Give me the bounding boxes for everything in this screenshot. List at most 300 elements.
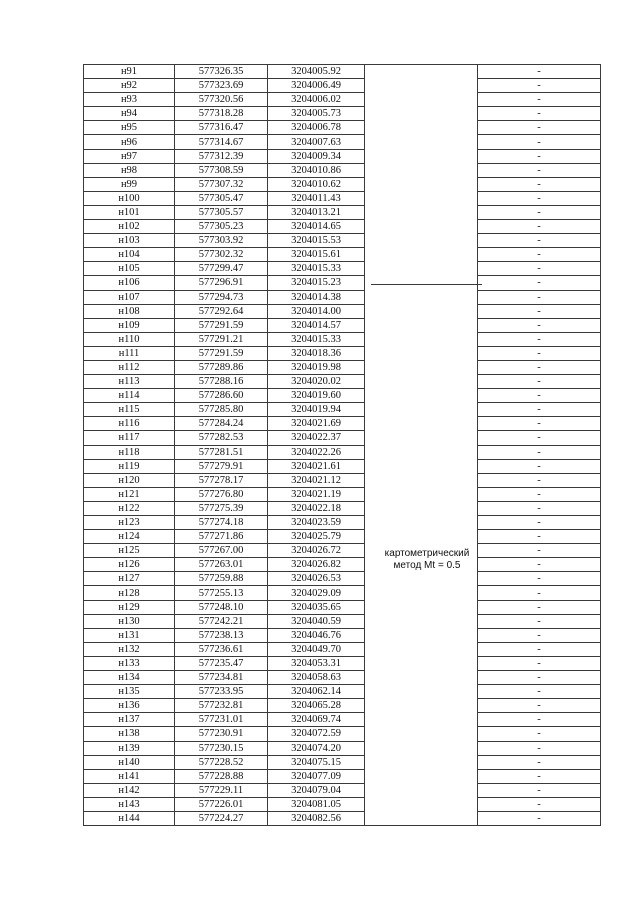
y-coordinate-cell: 3204014.57 bbox=[268, 318, 365, 332]
table-row bbox=[84, 403, 601, 417]
y-coordinate-cell: 3204014.38 bbox=[268, 290, 365, 304]
method-cell bbox=[365, 459, 478, 473]
table-row bbox=[84, 262, 601, 276]
note-cell: - bbox=[478, 783, 601, 797]
note-cell: - bbox=[478, 403, 601, 417]
note-cell: - bbox=[478, 741, 601, 755]
table-row bbox=[84, 558, 601, 572]
point-name-cell: н97 bbox=[84, 149, 175, 163]
y-coordinate-cell: 3204049.70 bbox=[268, 642, 365, 656]
table-row bbox=[84, 304, 601, 318]
x-coordinate-cell: 577263.01 bbox=[175, 558, 268, 572]
point-name-cell: н105 bbox=[84, 262, 175, 276]
method-cell bbox=[365, 107, 478, 121]
point-name-cell: н130 bbox=[84, 614, 175, 628]
point-name-cell: н126 bbox=[84, 558, 175, 572]
method-cell bbox=[365, 177, 478, 191]
point-name-cell: н131 bbox=[84, 628, 175, 642]
point-name-cell: н110 bbox=[84, 332, 175, 346]
point-name-cell: н140 bbox=[84, 755, 175, 769]
x-coordinate-cell: 577224.27 bbox=[175, 811, 268, 825]
note-cell: - bbox=[478, 262, 601, 276]
method-cell bbox=[365, 304, 478, 318]
method-cell bbox=[365, 121, 478, 135]
table-row bbox=[84, 79, 601, 93]
note-cell: - bbox=[478, 600, 601, 614]
x-coordinate-cell: 577303.92 bbox=[175, 234, 268, 248]
table-row bbox=[84, 135, 601, 149]
method-cell bbox=[365, 628, 478, 642]
note-cell: - bbox=[478, 544, 601, 558]
x-coordinate-cell: 577233.95 bbox=[175, 685, 268, 699]
table-row bbox=[84, 671, 601, 685]
coordinates-table bbox=[83, 64, 601, 826]
note-cell: - bbox=[478, 163, 601, 177]
method-cell bbox=[365, 79, 478, 93]
table-row bbox=[84, 93, 601, 107]
note-cell: - bbox=[478, 671, 601, 685]
table-row bbox=[84, 811, 601, 825]
x-coordinate-cell: 577226.01 bbox=[175, 797, 268, 811]
y-coordinate-cell: 3204026.82 bbox=[268, 558, 365, 572]
y-coordinate-cell: 3204005.92 bbox=[268, 65, 365, 79]
note-cell: - bbox=[478, 191, 601, 205]
method-note-line2: метод Mt = 0.5 bbox=[393, 560, 461, 571]
note-cell: - bbox=[478, 572, 601, 586]
table-row bbox=[84, 572, 601, 586]
x-coordinate-cell: 577278.17 bbox=[175, 473, 268, 487]
point-name-cell: н92 bbox=[84, 79, 175, 93]
method-cell bbox=[365, 473, 478, 487]
table-row bbox=[84, 699, 601, 713]
x-coordinate-cell: 577235.47 bbox=[175, 656, 268, 670]
table-row bbox=[84, 191, 601, 205]
table-row bbox=[84, 121, 601, 135]
point-name-cell: н137 bbox=[84, 713, 175, 727]
point-name-cell: н118 bbox=[84, 445, 175, 459]
x-coordinate-cell: 577291.59 bbox=[175, 346, 268, 360]
method-cell bbox=[365, 445, 478, 459]
table-row bbox=[84, 544, 601, 558]
method-cell bbox=[365, 656, 478, 670]
y-coordinate-cell: 3204015.33 bbox=[268, 332, 365, 346]
point-name-cell: н93 bbox=[84, 93, 175, 107]
x-coordinate-cell: 577271.86 bbox=[175, 530, 268, 544]
point-name-cell: н144 bbox=[84, 811, 175, 825]
method-cell bbox=[365, 741, 478, 755]
point-name-cell: н119 bbox=[84, 459, 175, 473]
point-name-cell: н111 bbox=[84, 346, 175, 360]
note-cell: - bbox=[478, 586, 601, 600]
method-cell bbox=[365, 389, 478, 403]
x-coordinate-cell: 577275.39 bbox=[175, 501, 268, 515]
method-cell bbox=[365, 671, 478, 685]
table-row bbox=[84, 614, 601, 628]
method-cell bbox=[365, 163, 478, 177]
y-coordinate-cell: 3204011.43 bbox=[268, 191, 365, 205]
note-cell: - bbox=[478, 276, 601, 290]
x-coordinate-cell: 577318.28 bbox=[175, 107, 268, 121]
table-row bbox=[84, 318, 601, 332]
y-coordinate-cell: 3204022.37 bbox=[268, 431, 365, 445]
x-coordinate-cell: 577289.86 bbox=[175, 360, 268, 374]
point-name-cell: н95 bbox=[84, 121, 175, 135]
y-coordinate-cell: 3204074.20 bbox=[268, 741, 365, 755]
y-coordinate-cell: 3204010.62 bbox=[268, 177, 365, 191]
y-coordinate-cell: 3204010.86 bbox=[268, 163, 365, 177]
method-cell bbox=[365, 262, 478, 276]
note-cell: - bbox=[478, 501, 601, 515]
x-coordinate-cell: 577274.18 bbox=[175, 516, 268, 530]
y-coordinate-cell: 3204046.76 bbox=[268, 628, 365, 642]
point-name-cell: н113 bbox=[84, 375, 175, 389]
table-row bbox=[84, 346, 601, 360]
method-cell bbox=[365, 642, 478, 656]
point-name-cell: н136 bbox=[84, 699, 175, 713]
note-cell: - bbox=[478, 346, 601, 360]
point-name-cell: н108 bbox=[84, 304, 175, 318]
method-cell bbox=[365, 685, 478, 699]
y-coordinate-cell: 3204035.65 bbox=[268, 600, 365, 614]
note-cell: - bbox=[478, 614, 601, 628]
x-coordinate-cell: 577248.10 bbox=[175, 600, 268, 614]
y-coordinate-cell: 3204006.02 bbox=[268, 93, 365, 107]
point-name-cell: н120 bbox=[84, 473, 175, 487]
table-row bbox=[84, 177, 601, 191]
y-coordinate-cell: 3204026.53 bbox=[268, 572, 365, 586]
note-cell: - bbox=[478, 628, 601, 642]
note-cell: - bbox=[478, 417, 601, 431]
x-coordinate-cell: 577316.47 bbox=[175, 121, 268, 135]
note-cell: - bbox=[478, 332, 601, 346]
y-coordinate-cell: 3204019.60 bbox=[268, 389, 365, 403]
note-cell: - bbox=[478, 290, 601, 304]
y-coordinate-cell: 3204019.98 bbox=[268, 360, 365, 374]
method-cell bbox=[365, 375, 478, 389]
point-name-cell: н122 bbox=[84, 501, 175, 515]
method-cell bbox=[365, 290, 478, 304]
table-row bbox=[84, 431, 601, 445]
table-row bbox=[84, 276, 601, 290]
x-coordinate-cell: 577230.91 bbox=[175, 727, 268, 741]
table-row bbox=[84, 149, 601, 163]
point-name-cell: н107 bbox=[84, 290, 175, 304]
method-cell bbox=[365, 487, 478, 501]
table-row bbox=[84, 727, 601, 741]
method-cell bbox=[365, 769, 478, 783]
table-row bbox=[84, 417, 601, 431]
method-cell bbox=[365, 713, 478, 727]
x-coordinate-cell: 577234.81 bbox=[175, 671, 268, 685]
point-name-cell: н117 bbox=[84, 431, 175, 445]
table-row bbox=[84, 473, 601, 487]
point-name-cell: н99 bbox=[84, 177, 175, 191]
x-coordinate-cell: 577286.60 bbox=[175, 389, 268, 403]
point-name-cell: н106 bbox=[84, 276, 175, 290]
point-name-cell: н142 bbox=[84, 783, 175, 797]
method-cell bbox=[365, 417, 478, 431]
y-coordinate-cell: 3204021.19 bbox=[268, 487, 365, 501]
method-cell bbox=[365, 403, 478, 417]
table-row bbox=[84, 797, 601, 811]
table-row bbox=[84, 107, 601, 121]
y-coordinate-cell: 3204025.79 bbox=[268, 530, 365, 544]
note-cell: - bbox=[478, 445, 601, 459]
point-name-cell: н135 bbox=[84, 685, 175, 699]
x-coordinate-cell: 577285.80 bbox=[175, 403, 268, 417]
y-coordinate-cell: 3204014.00 bbox=[268, 304, 365, 318]
point-name-cell: н139 bbox=[84, 741, 175, 755]
point-name-cell: н127 bbox=[84, 572, 175, 586]
method-cell bbox=[365, 318, 478, 332]
x-coordinate-cell: 577228.88 bbox=[175, 769, 268, 783]
x-coordinate-cell: 577232.81 bbox=[175, 699, 268, 713]
point-name-cell: н115 bbox=[84, 403, 175, 417]
table-row bbox=[84, 586, 601, 600]
y-coordinate-cell: 3204020.02 bbox=[268, 375, 365, 389]
method-note-line1: картометрический bbox=[384, 548, 470, 559]
table-row bbox=[84, 642, 601, 656]
y-coordinate-cell: 3204040.59 bbox=[268, 614, 365, 628]
method-cell bbox=[365, 234, 478, 248]
x-coordinate-cell: 577276.80 bbox=[175, 487, 268, 501]
point-name-cell: н129 bbox=[84, 600, 175, 614]
note-cell: - bbox=[478, 389, 601, 403]
x-coordinate-cell: 577282.53 bbox=[175, 431, 268, 445]
method-cell bbox=[365, 614, 478, 628]
note-cell: - bbox=[478, 431, 601, 445]
method-cell bbox=[365, 572, 478, 586]
table-row bbox=[84, 741, 601, 755]
point-name-cell: н109 bbox=[84, 318, 175, 332]
y-coordinate-cell: 3204015.61 bbox=[268, 248, 365, 262]
note-cell: - bbox=[478, 304, 601, 318]
y-coordinate-cell: 3204006.78 bbox=[268, 121, 365, 135]
x-coordinate-cell: 577230.15 bbox=[175, 741, 268, 755]
method-cell bbox=[365, 346, 478, 360]
point-name-cell: н98 bbox=[84, 163, 175, 177]
y-coordinate-cell: 3204077.09 bbox=[268, 769, 365, 783]
x-coordinate-cell: 577296.91 bbox=[175, 276, 268, 290]
y-coordinate-cell: 3204019.94 bbox=[268, 403, 365, 417]
point-name-cell: н132 bbox=[84, 642, 175, 656]
table-row bbox=[84, 685, 601, 699]
table-row bbox=[84, 375, 601, 389]
note-cell: - bbox=[478, 121, 601, 135]
x-coordinate-cell: 577238.13 bbox=[175, 628, 268, 642]
x-coordinate-cell: 577281.51 bbox=[175, 445, 268, 459]
y-coordinate-cell: 3204023.59 bbox=[268, 516, 365, 530]
x-coordinate-cell: 577307.32 bbox=[175, 177, 268, 191]
y-coordinate-cell: 3204026.72 bbox=[268, 544, 365, 558]
x-coordinate-cell: 577259.88 bbox=[175, 572, 268, 586]
note-cell: - bbox=[478, 685, 601, 699]
x-coordinate-cell: 577320.56 bbox=[175, 93, 268, 107]
method-cell bbox=[365, 516, 478, 530]
point-name-cell: н121 bbox=[84, 487, 175, 501]
note-cell: - bbox=[478, 234, 601, 248]
note-cell: - bbox=[478, 93, 601, 107]
y-coordinate-cell: 3204079.04 bbox=[268, 783, 365, 797]
y-coordinate-cell: 3204015.33 bbox=[268, 262, 365, 276]
table-row bbox=[84, 163, 601, 177]
x-coordinate-cell: 577326.35 bbox=[175, 65, 268, 79]
table-row bbox=[84, 65, 601, 79]
x-coordinate-cell: 577267.00 bbox=[175, 544, 268, 558]
x-coordinate-cell: 577255.13 bbox=[175, 586, 268, 600]
point-name-cell: н101 bbox=[84, 205, 175, 219]
table-row bbox=[84, 713, 601, 727]
x-coordinate-cell: 577236.61 bbox=[175, 642, 268, 656]
table-row bbox=[84, 516, 601, 530]
note-cell: - bbox=[478, 149, 601, 163]
method-cell bbox=[365, 586, 478, 600]
point-name-cell: н102 bbox=[84, 220, 175, 234]
note-cell: - bbox=[478, 797, 601, 811]
method-cell bbox=[365, 248, 478, 262]
note-cell: - bbox=[478, 107, 601, 121]
method-cell bbox=[365, 431, 478, 445]
method-cell bbox=[365, 530, 478, 544]
y-coordinate-cell: 3204021.61 bbox=[268, 459, 365, 473]
note-cell: - bbox=[478, 642, 601, 656]
point-name-cell: н133 bbox=[84, 656, 175, 670]
x-coordinate-cell: 577302.32 bbox=[175, 248, 268, 262]
y-coordinate-cell: 3204022.26 bbox=[268, 445, 365, 459]
table-row bbox=[84, 389, 601, 403]
method-cell bbox=[365, 699, 478, 713]
x-coordinate-cell: 577294.73 bbox=[175, 290, 268, 304]
table-row bbox=[84, 360, 601, 374]
note-cell: - bbox=[478, 318, 601, 332]
note-cell: - bbox=[478, 205, 601, 219]
note-cell: - bbox=[478, 375, 601, 389]
note-cell: - bbox=[478, 487, 601, 501]
y-coordinate-cell: 3204065.28 bbox=[268, 699, 365, 713]
y-coordinate-cell: 3204053.31 bbox=[268, 656, 365, 670]
y-coordinate-cell: 3204018.36 bbox=[268, 346, 365, 360]
table-row bbox=[84, 445, 601, 459]
method-cell bbox=[365, 65, 478, 79]
x-coordinate-cell: 577292.64 bbox=[175, 304, 268, 318]
point-name-cell: н123 bbox=[84, 516, 175, 530]
y-coordinate-cell: 3204022.18 bbox=[268, 501, 365, 515]
x-coordinate-cell: 577291.21 bbox=[175, 332, 268, 346]
method-cell bbox=[365, 783, 478, 797]
table-row bbox=[84, 248, 601, 262]
note-cell: - bbox=[478, 79, 601, 93]
y-coordinate-cell: 3204009.34 bbox=[268, 149, 365, 163]
method-cell bbox=[365, 797, 478, 811]
point-name-cell: н116 bbox=[84, 417, 175, 431]
point-name-cell: н112 bbox=[84, 360, 175, 374]
note-cell: - bbox=[478, 516, 601, 530]
method-cell bbox=[365, 205, 478, 219]
method-cell bbox=[365, 755, 478, 769]
method-cell bbox=[365, 360, 478, 374]
x-coordinate-cell: 577308.59 bbox=[175, 163, 268, 177]
method-note bbox=[371, 548, 483, 572]
method-cell bbox=[365, 135, 478, 149]
note-cell: - bbox=[478, 248, 601, 262]
table-row bbox=[84, 656, 601, 670]
method-cell bbox=[365, 811, 478, 825]
note-cell: - bbox=[478, 220, 601, 234]
method-cell bbox=[365, 191, 478, 205]
note-cell: - bbox=[478, 755, 601, 769]
coordinates-table-body bbox=[84, 65, 601, 826]
note-cell: - bbox=[478, 459, 601, 473]
point-name-cell: н100 bbox=[84, 191, 175, 205]
method-divider-line bbox=[371, 284, 482, 285]
note-cell: - bbox=[478, 558, 601, 572]
note-cell: - bbox=[478, 177, 601, 191]
x-coordinate-cell: 577305.23 bbox=[175, 220, 268, 234]
y-coordinate-cell: 3204015.53 bbox=[268, 234, 365, 248]
y-coordinate-cell: 3204021.12 bbox=[268, 473, 365, 487]
table-row bbox=[84, 205, 601, 219]
point-name-cell: н143 bbox=[84, 797, 175, 811]
x-coordinate-cell: 577228.52 bbox=[175, 755, 268, 769]
point-name-cell: н114 bbox=[84, 389, 175, 403]
x-coordinate-cell: 577314.67 bbox=[175, 135, 268, 149]
method-cell bbox=[365, 220, 478, 234]
y-coordinate-cell: 3204058.63 bbox=[268, 671, 365, 685]
y-coordinate-cell: 3204005.73 bbox=[268, 107, 365, 121]
y-coordinate-cell: 3204081.05 bbox=[268, 797, 365, 811]
table-row bbox=[84, 290, 601, 304]
note-cell: - bbox=[478, 727, 601, 741]
point-name-cell: н94 bbox=[84, 107, 175, 121]
y-coordinate-cell: 3204075.15 bbox=[268, 755, 365, 769]
point-name-cell: н103 bbox=[84, 234, 175, 248]
table-row bbox=[84, 220, 601, 234]
note-cell: - bbox=[478, 360, 601, 374]
x-coordinate-cell: 577305.57 bbox=[175, 205, 268, 219]
y-coordinate-cell: 3204007.63 bbox=[268, 135, 365, 149]
method-cell bbox=[365, 332, 478, 346]
x-coordinate-cell: 577229.11 bbox=[175, 783, 268, 797]
table-row bbox=[84, 501, 601, 515]
y-coordinate-cell: 3204021.69 bbox=[268, 417, 365, 431]
x-coordinate-cell: 577305.47 bbox=[175, 191, 268, 205]
y-coordinate-cell: 3204006.49 bbox=[268, 79, 365, 93]
point-name-cell: н91 bbox=[84, 65, 175, 79]
table-row bbox=[84, 530, 601, 544]
x-coordinate-cell: 577284.24 bbox=[175, 417, 268, 431]
method-cell bbox=[365, 276, 478, 290]
note-cell: - bbox=[478, 699, 601, 713]
table-row bbox=[84, 755, 601, 769]
point-name-cell: н141 bbox=[84, 769, 175, 783]
method-cell bbox=[365, 727, 478, 741]
point-name-cell: н124 bbox=[84, 530, 175, 544]
note-cell: - bbox=[478, 656, 601, 670]
x-coordinate-cell: 577323.69 bbox=[175, 79, 268, 93]
y-coordinate-cell: 3204013.21 bbox=[268, 205, 365, 219]
point-name-cell: н134 bbox=[84, 671, 175, 685]
note-cell: - bbox=[478, 811, 601, 825]
table-row bbox=[84, 459, 601, 473]
y-coordinate-cell: 3204072.59 bbox=[268, 727, 365, 741]
method-cell bbox=[365, 600, 478, 614]
x-coordinate-cell: 577288.16 bbox=[175, 375, 268, 389]
table-row bbox=[84, 332, 601, 346]
x-coordinate-cell: 577291.59 bbox=[175, 318, 268, 332]
method-cell bbox=[365, 149, 478, 163]
point-name-cell: н104 bbox=[84, 248, 175, 262]
x-coordinate-cell: 577279.91 bbox=[175, 459, 268, 473]
